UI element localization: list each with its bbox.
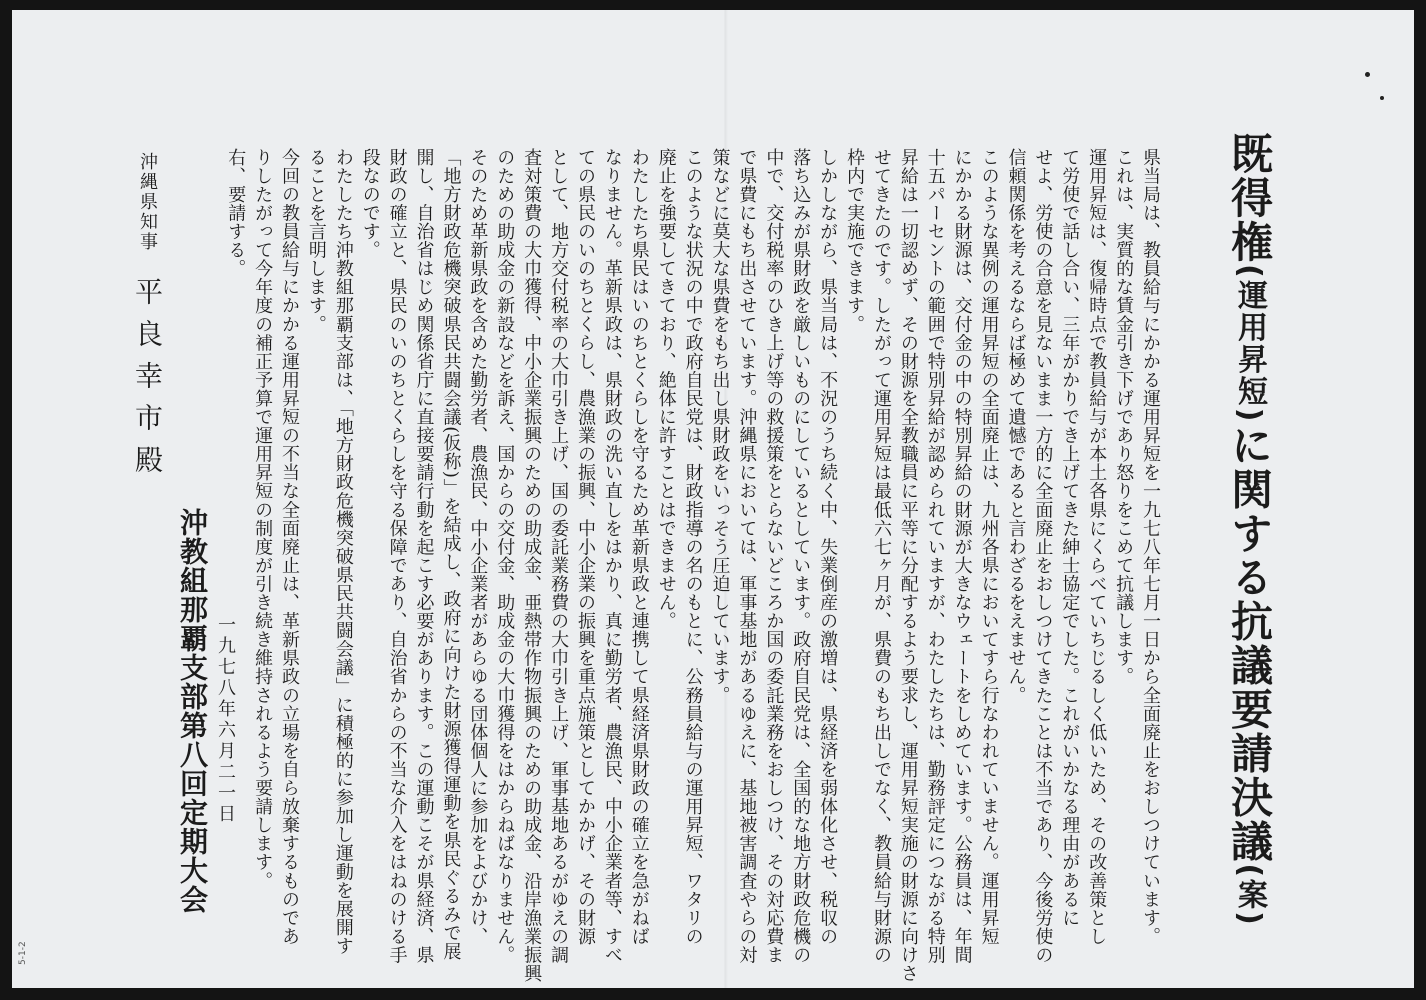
body-line-8: にかかる財源は、交付金の中の特別昇給の財源が大きなウェートをしめています。公務員は、年間 [951,148,973,965]
body-line-18: このような状況の中で政府自民党は、財政指導の名のもとに、公務員給与の運用昇短、ワタリの [682,148,704,946]
body-line-25: のための助成金の新設などを訴え、国からの交付金、助成金の大巾獲得をはからねばなりません。 [494,148,516,965]
body-line-17: 策などに莫大な県費をもち出し県財政をいっそう圧迫しています。 [709,148,731,705]
body-line-27: 「地方財政危機突破県民共闘会議(仮称)」を結成し、政府に向けた財源獲得運動を県民ぐるみで展 [440,148,462,961]
body-line-7: このような異例の運用昇短の全面廃止は、九州各県においてすら行なわれていません。運用昇短 [978,148,1000,946]
title-main-2: に関する抗議要請決議 [1225,423,1274,864]
body-line-3: 運用昇短は、復帰時点で教員給与が本土各県にくらべていちじるしく低いため、その改善策とし [1086,148,1108,946]
title-suffix: (案) [1232,863,1267,927]
body-line-21: なりません。革新県政は、県財政の洗い直しをはかり、真に勤労者、農漁民、中小企業者等、すべ [601,148,623,965]
body-line-26: そのため革新県政を含めた勤労者、農漁民、中小企業者があらゆる団体個人に参加をよびかけ、 [467,148,489,946]
body-line-35: 右、要請する。 [225,148,247,278]
body-line-15: 中で、交付税率のひき上げ等の救援策をとらないどころか国の委託業務をおしつけ、その対応費ま [763,148,785,965]
addressee [127,152,167,552]
document-sheet [12,10,1414,988]
body-line-2: これは、実質的な賃金引き下げであり怒りをこめて抗議します。 [1113,148,1135,686]
body-line-12: 枠内で実施できます。 [844,148,866,334]
body-line-5: せよ、労使の合意を見ないまま一方的に全面廃止をおしつけてきたことは不当であり、今後労使の [1032,148,1054,965]
body-line-30: 段なのです。 [359,148,381,260]
body-line-34: りしたがって今年度の補正予算で運用昇短の制度が引き続き維持されるよう要請します。 [252,148,274,890]
body-line-4: て労使で話し合い、三年がかりでき上げてきた紳士協定でした。これがいかなる理由があるに [1059,148,1081,928]
resolution-date: 一九七八年六月二一日 [215,615,236,825]
ink-speck [1365,72,1370,77]
body-line-20: わたしたち県民はいのちとくらしを守るため革新県政と連携して県経済県財政の確立を急がねば [628,148,650,946]
body-line-19: 廃止を強要してきており、絶体に許すことはできません。 [655,148,677,631]
resolution-body [221,148,1163,983]
body-line-31: わたしたち沖教組那覇支部は、「地方財政危機突破県民共闘会議」に積極的に参加し運動を展開す [332,148,354,956]
body-line-10: 昇給は一切認めず、その財源を全教職員に平等に分配するよう要求し、運用昇短実施の財源に向けさ [897,148,919,983]
body-line-11: せてきたのです。したがって運用昇短は最低六七ヶ月が、県費のもち出しでなく、教員給与財源の [870,148,892,965]
body-line-24: 査対策費の大巾獲得、中小企業振興のための助成金、亜熱帯作物振興のための助成金、沿岸漁業振興 [521,148,543,983]
body-line-33: 今回の教員給与にかかる運用昇短の不当な全面廃止は、革新県政の立場を自ら放棄するものであ [279,148,300,946]
body-line-1: 県当局は、教員給与にかかる運用昇短を一九七八年七月一日から全面廃止をおしつけています。 [1140,148,1161,946]
body-line-6: 信頼関係を考えるならば極めて遺憾であると言わざるをえません。 [1005,148,1027,705]
body-line-29: 財政の確立と、県民のいのちとくらしを守る保障であり、自治省からの不当な介入をはねのける手 [386,148,408,965]
body-line-9: 十五パーセントの範囲で特別昇給が認められていますが、わたしたちは、勤務評定につながる特別 [924,148,946,965]
ink-speck [1380,96,1384,100]
title-main-1: 既得権 [1225,132,1274,264]
body-line-16: で県費にもち出させています。沖縄県においては、軍事基地があるゆえに、基地被害調査やらの対 [736,148,758,965]
document-title [1219,132,1279,927]
addressee-title: 沖縄県知事 [137,152,158,252]
body-line-23: として、地方交付税率の大巾引き上げ、国の委託業務費の大巾引き上げ、軍事基地あるがゆえの調 [548,148,570,965]
body-line-32: ることを言明します。 [305,148,327,334]
body-line-22: ての県民のいのちとくらし、農漁業の振興、中小企業の振興を重点施策としてかかげ、その財源 [574,148,596,946]
body-line-13: しかしながら、県当局は、不況のうち続く中、失業倒産の激増は、県経済を弱体化させ、税収の [817,148,839,946]
title-parenthetical: (運用昇短) [1232,264,1267,424]
body-line-14: 落ち込みが県財政を厳しいものにしているとしています。政府自民党は、全国的な地方財政危機の [790,148,812,965]
issuing-organization: 沖教組那覇支部第八回定期大会 [176,508,209,914]
addressee-name: 平良幸市殿 [131,277,164,488]
body-line-28: 開し、自治省はじめ関係省庁に直接要請行動を起こす必要があります。この運動こそが県経済、県 [413,148,435,965]
archive-reference: 5-1-2 [18,941,28,965]
